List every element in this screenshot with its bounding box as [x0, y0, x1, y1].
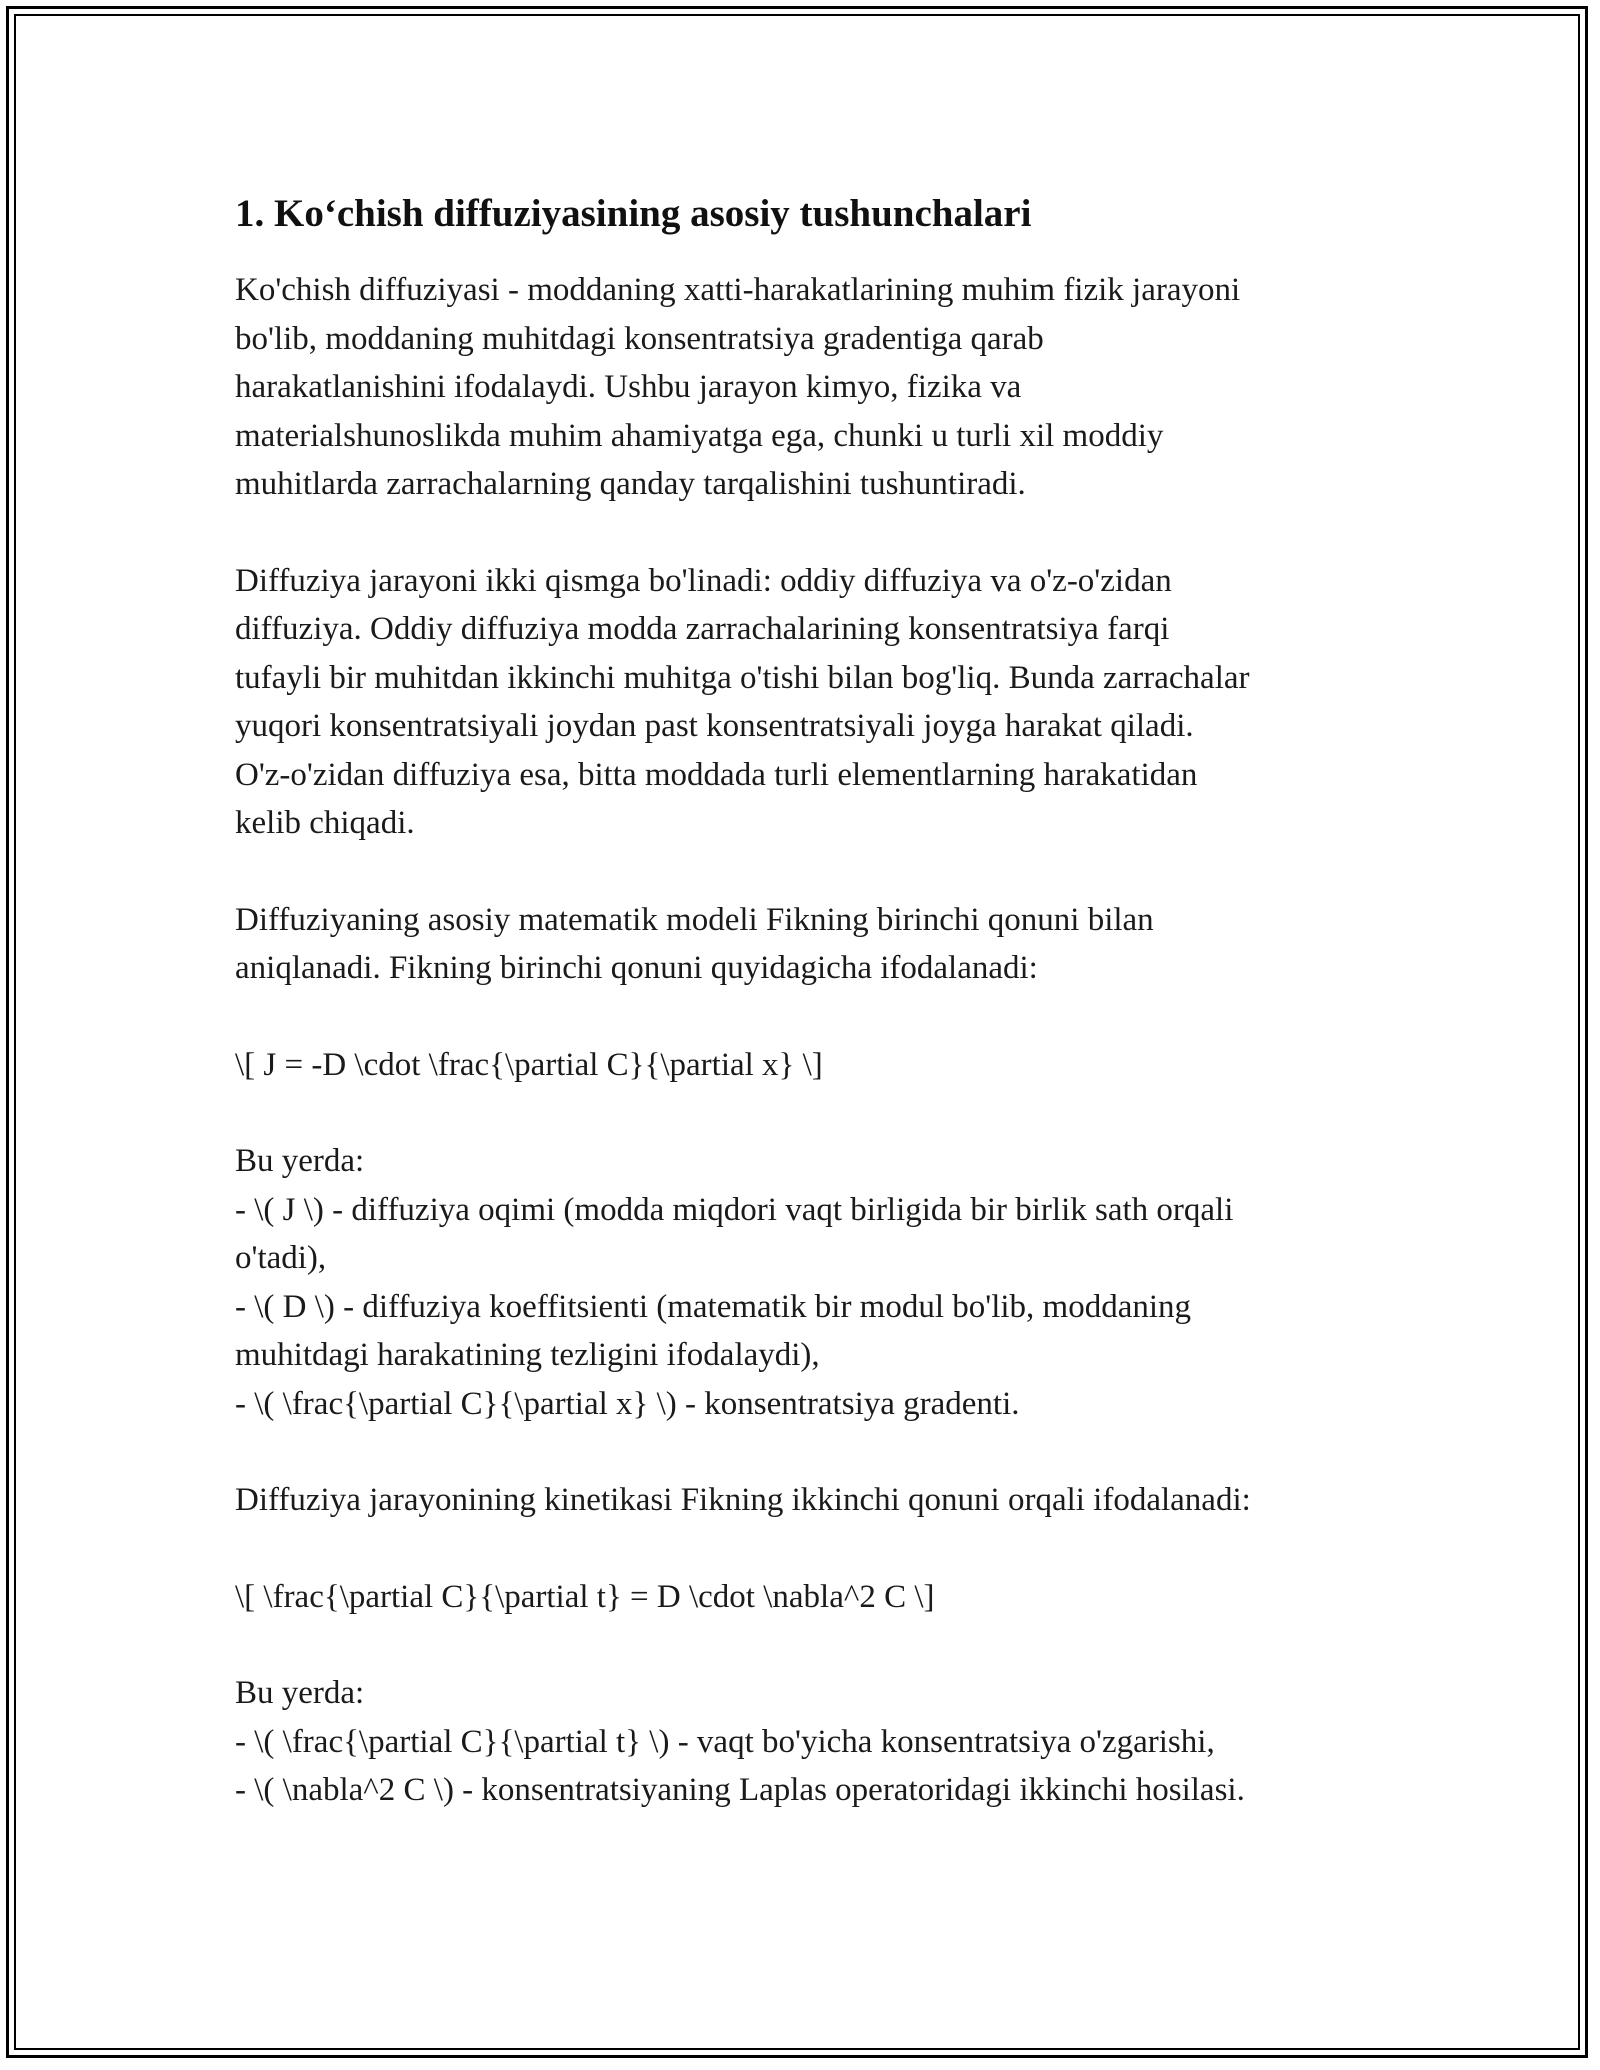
second-law-intro-paragraph: Diffuziya jarayonining kinetikasi Fikning ikkinchi qonuni orqali ifodalanadi:	[235, 1482, 1251, 1518]
first-law-definitions: Bu yerda: - \( J \) - diffuziya oqimi (modda miqdori vaqt birligida bir birlik sath orqali o'tadi), - \( D \) - diffuziya koeffitsienti (matematik bir modul bo'lib, moddaning muhitdagi harakatining tezligini ifodalaydi), - \( \frac{\partial C}{\partial x} \) - konsentratsiya gradenti.	[235, 1143, 1234, 1422]
second-law-definitions: Bu yerda: - \( \frac{\partial C}{\partial t} \) - vaqt bo'yicha konsentratsiya o'zgarishi, - \( \nabla^2 C \) - konsentratsiyaning Laplas operatoridagi ikkinchi hosilasi.	[235, 1675, 1245, 1808]
first-law-formula: \[ J = -D \cdot \frac{\partial C}{\partial x} \]	[235, 1046, 823, 1083]
document-body	[235, 186, 1375, 1863]
first-law-intro-paragraph: Diffuziyaning asosiy matematik modeli Fikning birinchi qonuni bilan aniqlanadi. Fikning birinchi qonuni quyidagicha ifodalanadi:	[235, 901, 1154, 986]
second-law-formula: \[ \frac{\partial C}{\partial t} = D \cdot \nabla^2 C \]	[235, 1578, 935, 1615]
intro-paragraph: Ko'chish diffuziyasi - moddaning xatti-harakatlarining muhim fizik jarayoni bo'lib, moddaning muhitdagi konsentratsiya gradentiga qarab harakatlanishini ifodalaydi. Ushbu jarayon kimyo, fizika va materialshunoslikda muhim ahamiyatga ega, chunki u turli xil moddiy muhitlarda zarrachalarning qanday tarqalishini tushuntiradi.	[235, 272, 1241, 502]
section-heading: 1. Ko‘chish diffuziyasining asosiy tushunchalari	[235, 192, 1032, 235]
diffusion-types-paragraph: Diffuziya jarayoni ikki qismga bo'linadi: oddiy diffuziya va o'z-o'zidan diffuziya. Oddiy diffuziya modda zarrachalarining konsentratsiya farqi tufayli bir muhitdan ikkinchi muhitga o'tishi bilan bog'liq. Bunda zarrachalar yuqori konsentratsiyali joydan past konsentratsiyali joyga harakat qiladi. O'z-o'zidan diffuziya esa, bitta moddada turli elementlarning harakatidan kelib chiqadi.	[235, 562, 1250, 841]
